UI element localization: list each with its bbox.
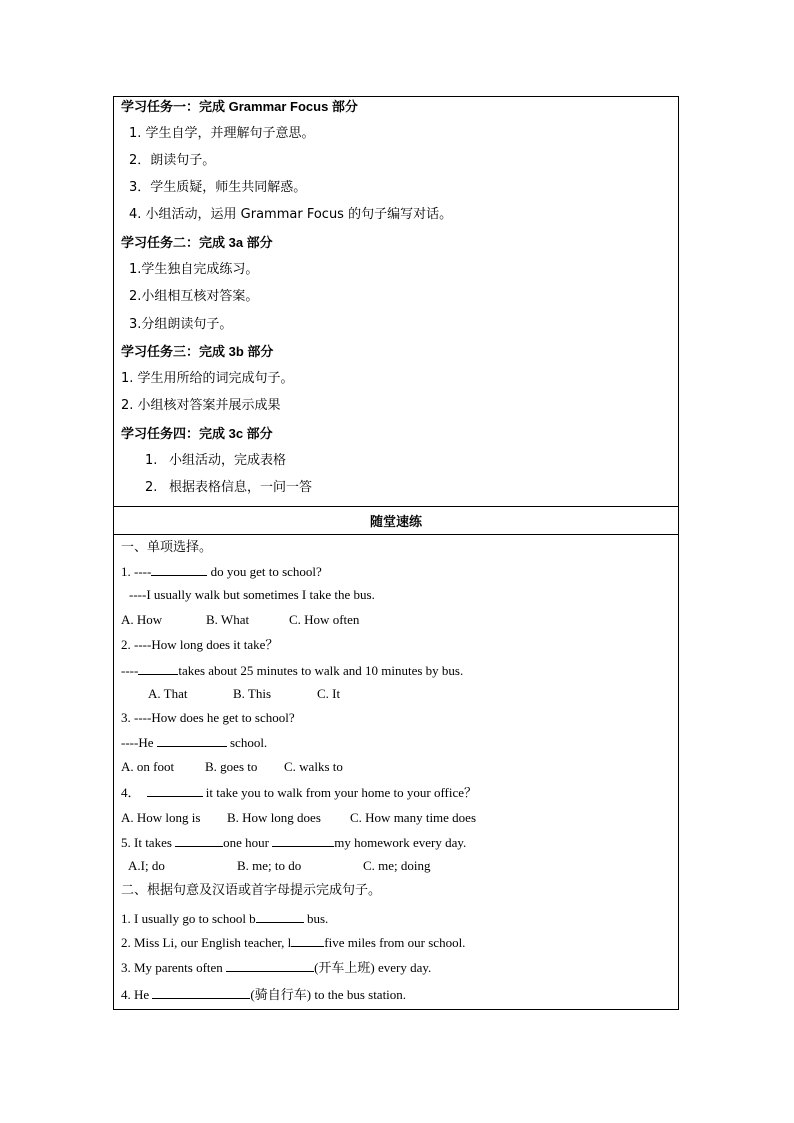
q3-option-b[interactable]: B. goes to [205,759,258,774]
task4-item-2-number: 2. [145,480,158,495]
task2-item-2: 2.小组相互核对答案。 [129,289,259,304]
q4-blank[interactable] [147,784,203,797]
q2-suffix: takes about 25 minutes to walk and 10 minutes by bus. [178,663,464,678]
q1-option-c[interactable]: C. How often [289,612,360,627]
q2-prefix: ---- [121,663,139,678]
q4-prefix: 4． [121,785,141,800]
q3-prefix: ----He [121,735,157,750]
task1-item-3: 3．学生质疑，师生共同解惑。 [129,180,307,195]
sentence-3 [121,959,431,976]
s1-blank[interactable] [256,910,304,923]
s2-suffix: five miles from our school. [324,935,466,950]
task2-title: 学习任务二：完成 3a 部分 [121,235,273,250]
task4-item-1-number: 1. [145,453,158,468]
q1-prefix: 1. ---- [121,564,152,579]
task1-item-2: 2．朗读句子。 [129,153,216,168]
question-3-reply [121,734,267,751]
task3-item-2: 2. 小组核对答案并展示成果 [121,398,281,413]
s1-suffix: bus. [303,911,329,926]
q2-option-a[interactable]: A. That [148,686,188,701]
q5-prefix: 5. It takes [121,835,176,850]
task3-item-1: 1. 学生用所给的词完成句子。 [121,371,294,386]
question-3: 3. ----How does he get to school? [121,710,295,725]
q1-option-a[interactable]: A. How [121,612,163,627]
q5-middle: one hour [223,835,273,850]
question-4 [121,784,477,801]
worksheet-table [113,96,679,1010]
q5-suffix: my homework every day. [334,835,467,850]
q3-blank[interactable] [157,734,227,747]
q3-option-a[interactable]: A. on foot [121,759,175,774]
s3-blank[interactable] [226,959,314,972]
q5-blank-1[interactable] [175,834,223,847]
section2-title: 二、根据句意及汉语或首字母提示完成句子。 [121,883,382,898]
s3-prefix: 3. My parents often [121,960,227,975]
q1-blank[interactable] [151,563,207,576]
task1-item-1: 1. 学生自学，并理解句子意思。 [129,126,315,141]
q4-option-c[interactable]: C. How many time does [350,810,477,825]
task2-item-3: 3.分组朗读句子。 [129,317,233,332]
s2-blank[interactable] [291,934,324,947]
question-1-reply: ----I usually walk but sometimes I take the bus. [129,587,375,602]
q5-option-b[interactable]: B. me; to do [237,858,302,873]
q3-option-c[interactable]: C. walks to [284,759,343,774]
task4-item-2-text: 根据表格信息，一问一答 [169,480,313,495]
question-2-reply [121,662,463,679]
q4-suffix: it take you to walk from your home to your office？ [202,785,478,800]
sentence-4 [121,986,406,1003]
task2-item-1: 1.学生独自完成练习。 [129,262,259,277]
q5-blank-2[interactable] [272,834,334,847]
q1-option-b[interactable]: B. What [206,612,250,627]
q1-suffix: do you get to school? [207,564,322,579]
table-divider-bottom [114,534,678,535]
sentence-2 [121,934,465,951]
task1-title: 学习任务一：完成 Grammar Focus 部分 [121,99,358,114]
s4-blank[interactable] [152,986,250,999]
s3-suffix: (开车上班) every day. [314,960,432,975]
s4-suffix: (骑自行车) to the bus station. [250,987,407,1002]
q2-option-b[interactable]: B. This [233,686,272,701]
sentence-1 [121,910,328,927]
q5-option-a[interactable]: A.I; do [128,858,165,873]
question-2: 2. ----How long does it take？ [121,637,279,652]
task3-title: 学习任务三：完成 3b 部分 [121,344,274,359]
task4-item-1-text: 小组活动，完成表格 [169,453,287,468]
q4-option-a[interactable]: A. How long is [121,810,201,825]
s2-prefix: 2. Miss Li, our English teacher, l [121,935,292,950]
task1-item-4: 4. 小组活动，运用 Grammar Focus 的句子编写对话。 [129,207,453,222]
q4-option-b[interactable]: B. How long does [227,810,321,825]
s4-prefix: 4. He [121,987,153,1002]
question-1 [121,563,322,580]
table-divider-top [114,506,678,507]
q2-blank[interactable] [138,662,178,675]
question-5 [121,834,466,851]
practice-title: 随堂速练 [369,515,422,530]
s1-prefix: 1. I usually go to school b [121,911,256,926]
section1-title: 一、单项选择。 [121,540,213,555]
task4-title: 学习任务四：完成 3c 部分 [121,426,273,441]
q3-suffix: school. [226,735,268,750]
q5-option-c[interactable]: C. me; doing [363,858,431,873]
q2-option-c[interactable]: C. It [317,686,341,701]
